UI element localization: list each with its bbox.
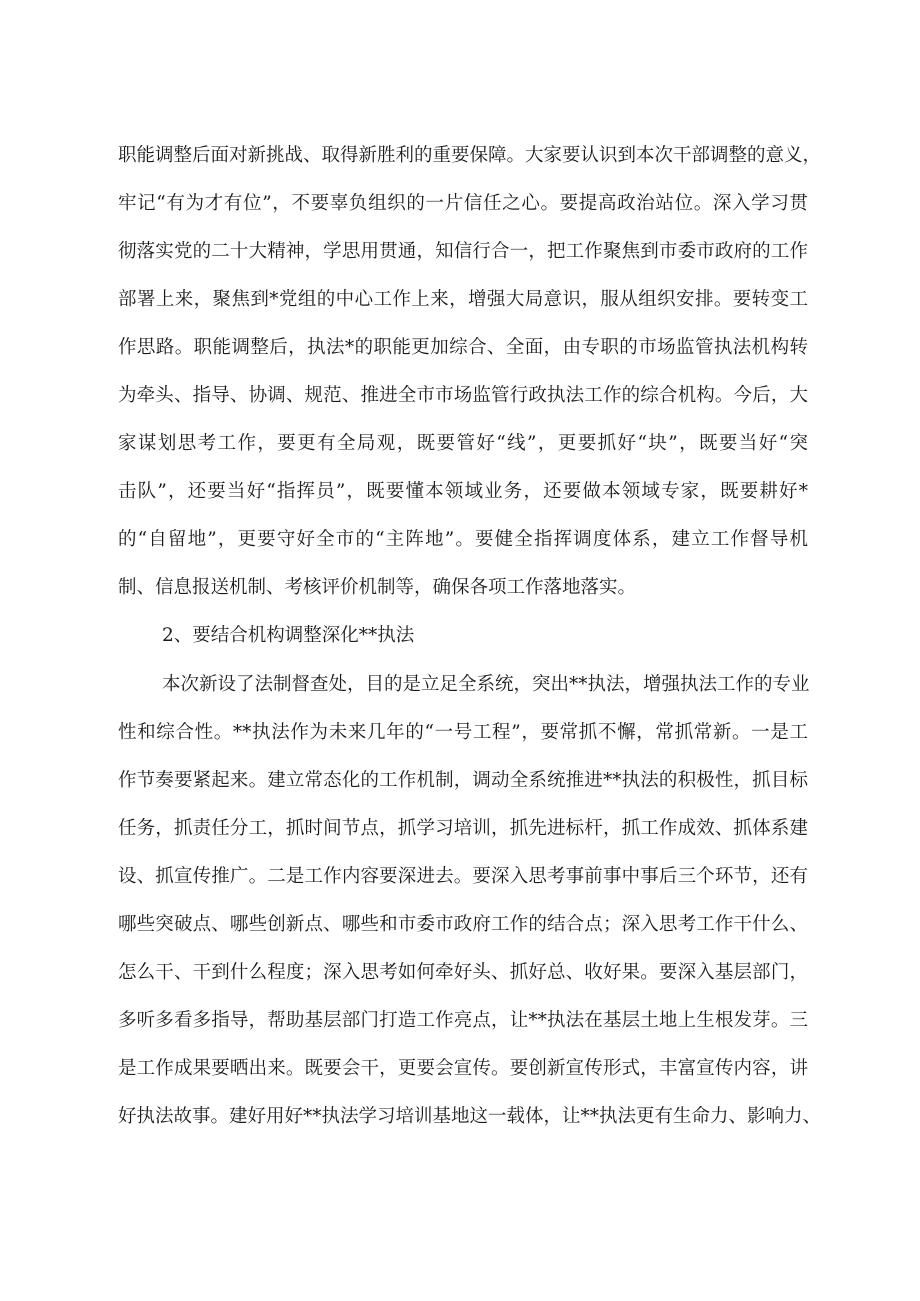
text-line: 为牵头、指导、协调、规范、推进全市市场监管行政执法工作的综合机构。今后，大 xyxy=(118,385,808,406)
section-heading-2 xyxy=(118,612,808,660)
text-line: 制、信息报送机制、考核评价机制等，确保各项工作落地落实。 xyxy=(118,577,637,598)
body-paragraph-1 xyxy=(118,132,822,612)
text-line: 部署上来，聚焦到*党组的中心工作上来，增强大局意识，服从组织安排。要转变工 xyxy=(118,289,808,310)
text-line: 是工作成果要晒出来。既要会干，更要会宣传。要创新宣传形式，丰富宣传内容，讲 xyxy=(118,1058,808,1079)
text-line: 职能调整后面对新挑战、取得新胜利的重要保障。大家要认识到本次干部调整的意义， xyxy=(118,145,822,166)
body-paragraph-2 xyxy=(118,661,822,1141)
text-line: 设、抓宣传推广。二是工作内容要深进去。要深入思考事前事中事后三个环节，还有 xyxy=(118,866,808,887)
text-line: 彻落实党的二十大精神，学思用贯通，知信行合一，把工作聚焦到市委市政府的工作 xyxy=(118,241,808,262)
text-line: 击队”，还要当好“指挥员”，既要懂本领域业务，还要做本领域专家，既要耕好* xyxy=(118,481,808,502)
text-line: 本次新设了法制督查处，目的是立足全系统，突出**执法，增强执法工作的专业 xyxy=(162,674,810,695)
text-line: 怎么干、干到什么程度；深入思考如何牵好头、抓好总、收好果。要深入基层部门， xyxy=(118,962,808,983)
text-line: 的“自留地”，更要守好全市的“主阵地”。要健全指挥调度体系，建立工作督导机 xyxy=(118,529,808,550)
text-line: 哪些突破点、哪些创新点、哪些和市委市政府工作的结合点；深入思考工作干什么、 xyxy=(118,914,808,935)
text-line: 好执法故事。建好用好**执法学习培训基地这一载体，让**执法更有生命力、影响力、 xyxy=(118,1106,822,1127)
section-heading-text: 2、要结合机构调整深化**执法 xyxy=(162,625,415,646)
text-line: 作思路。职能调整后，执法*的职能更加综合、全面，由专职的市场监管执法机构转 xyxy=(118,337,808,358)
text-line: 任务，抓责任分工，抓时间节点，抓学习培训，抓先进标杆，抓工作成效、抓体系建 xyxy=(118,818,808,839)
text-line: 多听多看多指导，帮助基层部门打造工作亮点，让**执法在基层土地上生根发芽。三 xyxy=(118,1010,808,1031)
text-line: 性和综合性。**执法作为未来几年的“一号工程”，要常抓不懈，常抓常新。一是工 xyxy=(118,722,808,743)
text-line: 作节奏要紧起来。建立常态化的工作机制，调动全系统推进**执法的积极性，抓目标 xyxy=(118,770,808,791)
text-line: 牢记“有为才有位”，不要辜负组织的一片信任之心。要提高政治站位。深入学习贯 xyxy=(118,193,808,214)
text-line: 家谋划思考工作，要更有全局观，既要管好“线”，更要抓好“块”，既要当好“突 xyxy=(118,433,808,454)
